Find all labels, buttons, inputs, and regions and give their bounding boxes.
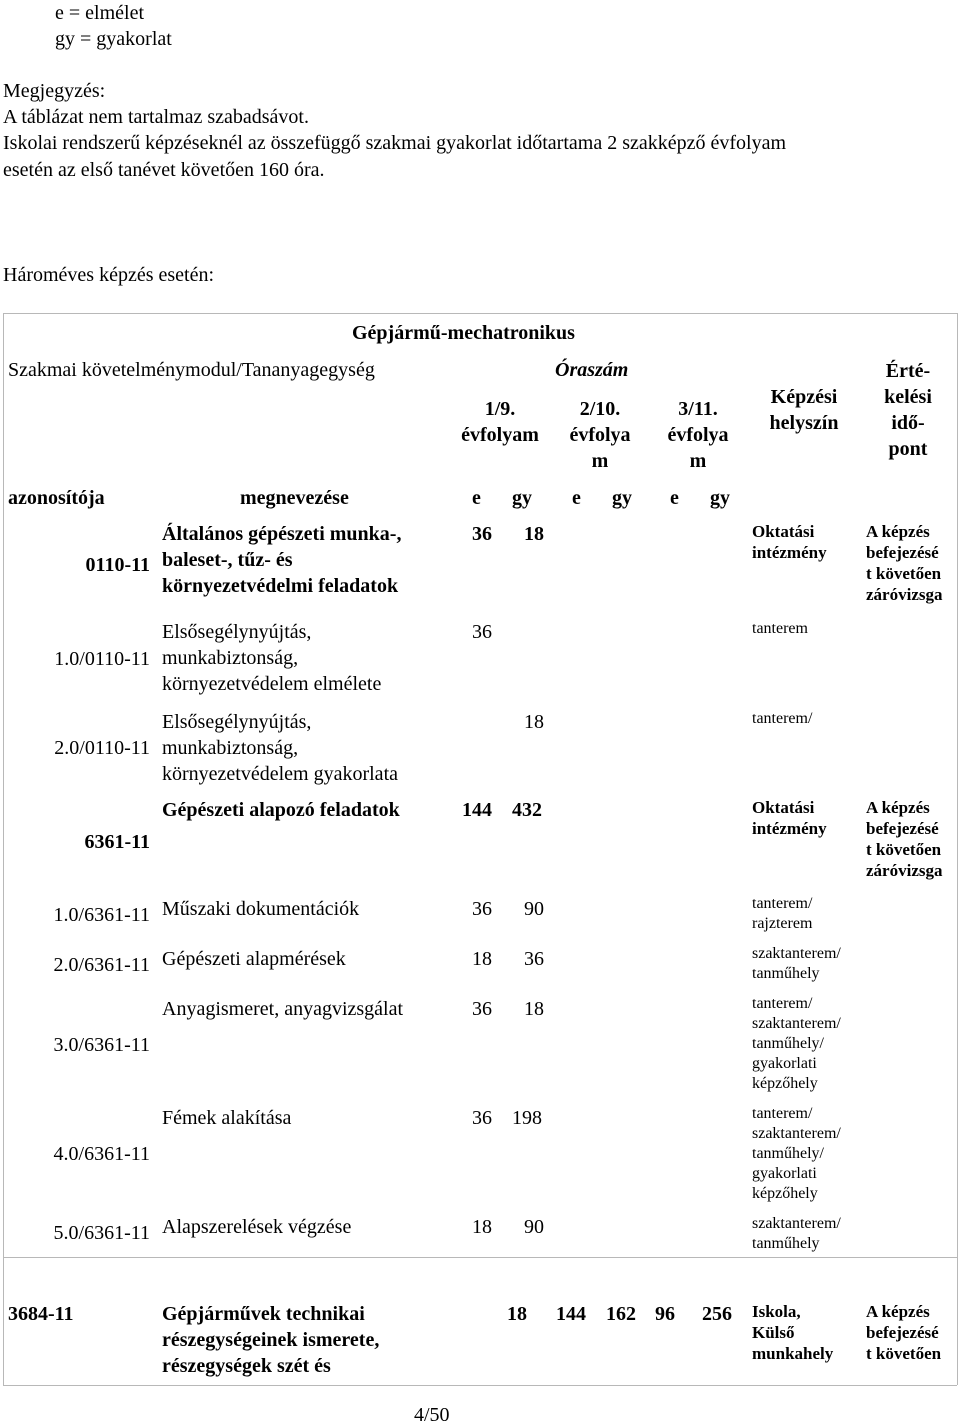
row-name: Gépjárművek technikai részegységeinek ismerete, részegységek szét és	[162, 1303, 380, 1377]
row-id: 0110-11	[85, 554, 150, 576]
row-name: Gépészeti alapmérések	[162, 948, 346, 970]
year-1-header: 1/9. évfolyam	[461, 398, 539, 446]
location-header: Képzési helyszín	[769, 386, 839, 434]
row-location: tanterem/ rajzterem	[752, 895, 813, 932]
row-id: 1.0/6361-11	[53, 904, 150, 926]
column-gy-2: gy	[612, 487, 632, 509]
notes-line-1: A táblázat nem tartalmaz szabadsávot.	[3, 106, 309, 128]
row-e-1: 36	[472, 1107, 492, 1129]
row-location: Oktatási intézmény	[752, 522, 827, 562]
row-evaluation: A képzés befejezésé t követően záróvizsga	[866, 522, 943, 604]
row-e-1: 36	[472, 998, 492, 1020]
row-location: tanterem/ szaktanterem/ tanműhely/ gyakorlati képzőhely	[752, 995, 841, 1092]
row-gy-1: 90	[524, 1216, 544, 1238]
table-title: Gépjármű-mechatronikus	[352, 322, 575, 344]
hours-header: Óraszám	[555, 359, 629, 381]
row-id: 5.0/6361-11	[53, 1222, 150, 1244]
row-name: Elsősegélynyújtás, munkabiztonság, környezetvédelem elmélete	[162, 621, 382, 695]
row-gy-1: 18	[507, 1303, 527, 1325]
row-location: szaktanterem/ tanműhely	[752, 945, 841, 982]
row-id: 2.0/6361-11	[53, 954, 150, 976]
row-name: Gépészeti alapozó feladatok	[162, 799, 400, 821]
row-location: szaktanterem/ tanműhely	[752, 1215, 841, 1252]
row-e-1: 36	[472, 621, 492, 643]
row-gy-1: 18	[524, 523, 544, 545]
column-gy-3: gy	[710, 487, 730, 509]
row-gy-1: 90	[524, 898, 544, 920]
section-title: Hároméves képzés esetén:	[3, 264, 215, 286]
column-gy-1: gy	[512, 487, 532, 509]
row-location: tanterem/	[752, 710, 813, 727]
column-e-3: e	[670, 487, 679, 509]
year-3-header: 3/11. évfolya m	[667, 398, 729, 472]
row-name: Alapszerelések végzése	[162, 1216, 352, 1238]
row-evaluation: A képzés befejezésé t követően	[866, 1302, 942, 1363]
row-id: 6361-11	[84, 831, 150, 853]
row-location: Oktatási intézmény	[752, 798, 827, 838]
row-evaluation: A képzés befejezésé t követően záróvizsga	[866, 798, 943, 880]
row-e-3: 96	[655, 1303, 675, 1325]
row-id: 4.0/6361-11	[53, 1143, 150, 1165]
module-header: Szakmai követelménymodul/Tananyagegység	[8, 359, 375, 381]
row-location: Iskola, Külső munkahely	[752, 1302, 834, 1363]
legend-elmelet: e = elmélet	[55, 2, 145, 24]
row-e-1: 18	[472, 948, 492, 970]
column-name: megnevezése	[240, 487, 349, 509]
row-gy-1: 432	[512, 799, 542, 821]
row-e-1: 36	[472, 523, 492, 545]
notes-title: Megjegyzés:	[3, 80, 106, 102]
row-e-2: 144	[556, 1303, 586, 1325]
row-gy-2: 162	[606, 1303, 636, 1325]
notes-line-2: Iskolai rendszerű képzéseknél az összefüggő szakmai gyakorlat időtartama 2 szakképző évfolyam	[3, 132, 787, 154]
evaluation-header: Érté- kelési idő- pont	[884, 360, 932, 460]
row-e-1: 144	[462, 799, 492, 821]
row-location: tanterem/ szaktanterem/ tanműhely/ gyakorlati képzőhely	[752, 1105, 841, 1202]
row-gy-1: 36	[524, 948, 544, 970]
row-name: Műszaki dokumentációk	[162, 898, 360, 920]
column-id: azonosítója	[8, 487, 105, 509]
row-gy-1: 198	[512, 1107, 542, 1129]
row-name: Fémek alakítása	[162, 1107, 292, 1129]
row-location: tanterem	[752, 620, 808, 637]
row-name: Anyagismeret, anyagvizsgálat	[162, 998, 404, 1020]
row-gy-3: 256	[702, 1303, 732, 1325]
column-e-2: e	[572, 487, 581, 509]
legend-gyakorlat: gy = gyakorlat	[55, 28, 172, 50]
row-id: 3684-11	[8, 1303, 74, 1325]
column-e-1: e	[472, 487, 481, 509]
page-number: 4/50	[414, 1404, 450, 1426]
row-gy-1: 18	[524, 998, 544, 1020]
row-id: 3.0/6361-11	[53, 1034, 150, 1056]
row-id: 2.0/0110-11	[54, 737, 150, 759]
row-e-1: 36	[472, 898, 492, 920]
row-name: Általános gépészeti munka-, baleset-, tűz- és környezetvédelmi feladatok	[162, 523, 402, 597]
row-e-1: 18	[472, 1216, 492, 1238]
row-name: Elsősegélynyújtás, munkabiztonság, környezetvédelem gyakorlata	[162, 711, 398, 785]
row-gy-1: 18	[524, 711, 544, 733]
year-2-header: 2/10. évfolya m	[569, 398, 631, 472]
notes-line-3: esetén az első tanévet követően 160 óra.	[3, 159, 325, 181]
row-id: 1.0/0110-11	[54, 648, 150, 670]
